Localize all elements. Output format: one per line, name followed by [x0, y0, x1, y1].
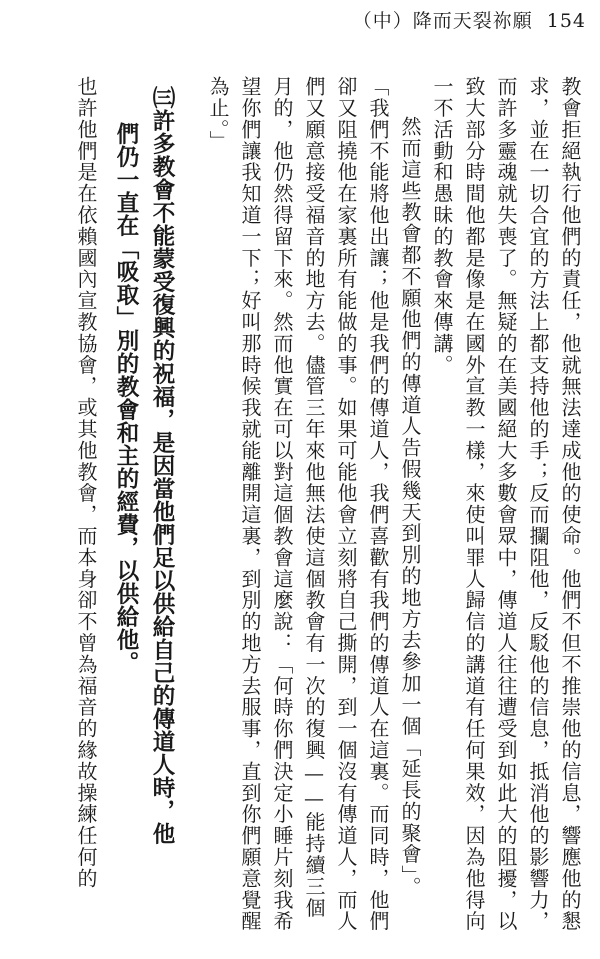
- section-heading-line-2: 們仍一直在「吸取」別的教會和主的經費，以供給他。: [113, 122, 139, 674]
- paragraph-2: 然而這些教會都不願他們的傳道人告假幾天到別的地方去參加一個「延長的聚會」。: [398, 116, 422, 898]
- running-title: （中）降而天裂祢願: [352, 10, 533, 32]
- paragraph-4: 也許他們是在依賴國內宣教協會，或其他教會，而本身卻不曾為福音的緣故操練任何的: [74, 76, 98, 890]
- section-heading-line-1: ㈢許多教會不能蒙受復興的祝福，是因當他們足以供給自己的傳道人時，他: [149, 86, 175, 845]
- paragraph-3-quote: 「我們不能將他出讓；他是我們的傳道人，我們喜歡有我們的傳道人在這裏。而同時，他們卻又阻撓他在家裏所有能做的事。如果可能他會立刻將自己撕開，到一個沒有傳道人，而人們又願意接受福音的地方去。儘管三年來他無法使這個教會有一次的復興——能持續三個月的，他仍然得留下來。然而他實在可以對這個教會這麼說：「何時你們決定小睡片刻我希望你們讓我知道一下；好叫那時候我就能離開這裏，到別的地方去服事，直到你們願意覺醒為止。」: [206, 76, 390, 932]
- section-heading: [108, 76, 180, 936]
- paragraph-1: 教會拒絕執行他們的責任，他就無法達成他的使命。他們不但不推崇他的信息，響應他的懇求，並在一切合宜的方法上都支持他的手；反而攔阻他，反駁他的信息，抵消他的影響力，而許多靈魂就失喪了。無疑的在美國絕大多數會眾中，傳道人往往遭受到如此大的阻擾，以致大部分時間他都是像是在國外宣教一樣，來使叫罪人歸信的講道有任何果效，因為他得向一不活動和愚昧的教會來傳講。: [430, 76, 582, 932]
- page-number: 154: [546, 10, 586, 32]
- vertical-text-body: [70, 76, 586, 936]
- running-header: [353, 6, 586, 33]
